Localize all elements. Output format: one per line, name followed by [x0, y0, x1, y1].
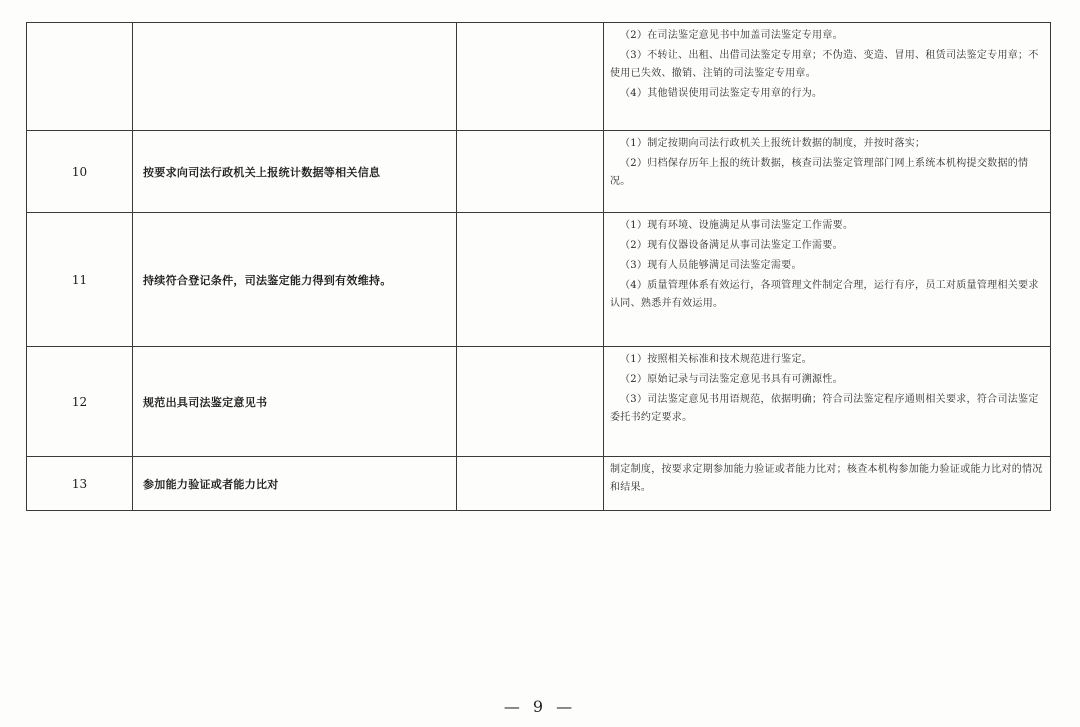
check-item: 按要求向司法行政机关上报统计数据等相关信息: [133, 131, 457, 213]
standard-line: （2）归档保存历年上报的统计数据，核查司法鉴定管理部门网上系统本机构提交数据的情况。: [610, 158, 1029, 187]
standard-line: （3）不转让、出租、出借司法鉴定专用章；不伪造、变造、冒用、租赁司法鉴定专用章；不使用已失效、撤销、注销的司法鉴定专用章。: [610, 50, 1039, 79]
empty-cell: [457, 457, 604, 511]
empty-cell: [457, 213, 604, 347]
table-row: [27, 23, 1051, 131]
table-row: [27, 131, 1051, 213]
standard-line: （2）在司法鉴定意见书中加盖司法鉴定专用章。: [620, 30, 843, 41]
empty-cell: [457, 131, 604, 213]
standard-line: （1）制定按期向司法行政机关上报统计数据的制度，并按时落实；: [620, 138, 926, 149]
check-standards: [604, 457, 1051, 511]
standard-line: 制定制度，按要求定期参加能力验证或者能力比对；核查本机构参加能力验证或能力比对的情况和结果。: [610, 464, 1043, 493]
check-item: 规范出具司法鉴定意见书: [133, 347, 457, 457]
check-standards: [604, 23, 1051, 131]
check-item: [133, 23, 457, 131]
check-standards: [604, 213, 1051, 347]
row-number: 13: [27, 457, 133, 511]
row-number: 10: [27, 131, 133, 213]
check-standards: [604, 347, 1051, 457]
table-row: [27, 213, 1051, 347]
row-number: 11: [27, 213, 133, 347]
standard-line: （2）原始记录与司法鉴定意见书具有可溯源性。: [620, 374, 843, 385]
row-number: [27, 23, 133, 131]
table-row: [27, 457, 1051, 511]
row-number: 12: [27, 347, 133, 457]
standard-line: （2）现有仪器设备满足从事司法鉴定工作需要。: [620, 240, 843, 251]
empty-cell: [457, 23, 604, 131]
standard-line: （1）按照相关标准和技术规范进行鉴定。: [620, 354, 813, 365]
standard-line: （3）现有人员能够满足司法鉴定需要。: [620, 260, 802, 271]
check-item: 持续符合登记条件，司法鉴定能力得到有效维持。: [133, 213, 457, 347]
empty-cell: [457, 347, 604, 457]
standard-line: （4）质量管理体系有效运行，各项管理文件制定合理，运行有序，员工对质量管理相关要求认同、熟悉并有效运用。: [610, 280, 1039, 309]
standard-line: （3）司法鉴定意见书用语规范，依据明确；符合司法鉴定程序通则相关要求，符合司法鉴定委托书约定要求。: [610, 394, 1039, 423]
table-row: [27, 347, 1051, 457]
check-standards: [604, 131, 1051, 213]
page-number: — 9 —: [503, 697, 577, 716]
standard-line: （4）其他错误使用司法鉴定专用章的行为。: [620, 88, 823, 99]
standard-line: （1）现有环境、设施满足从事司法鉴定工作需要。: [620, 220, 854, 231]
check-item: 参加能力验证或者能力比对: [133, 457, 457, 511]
standards-table: [26, 22, 1051, 511]
